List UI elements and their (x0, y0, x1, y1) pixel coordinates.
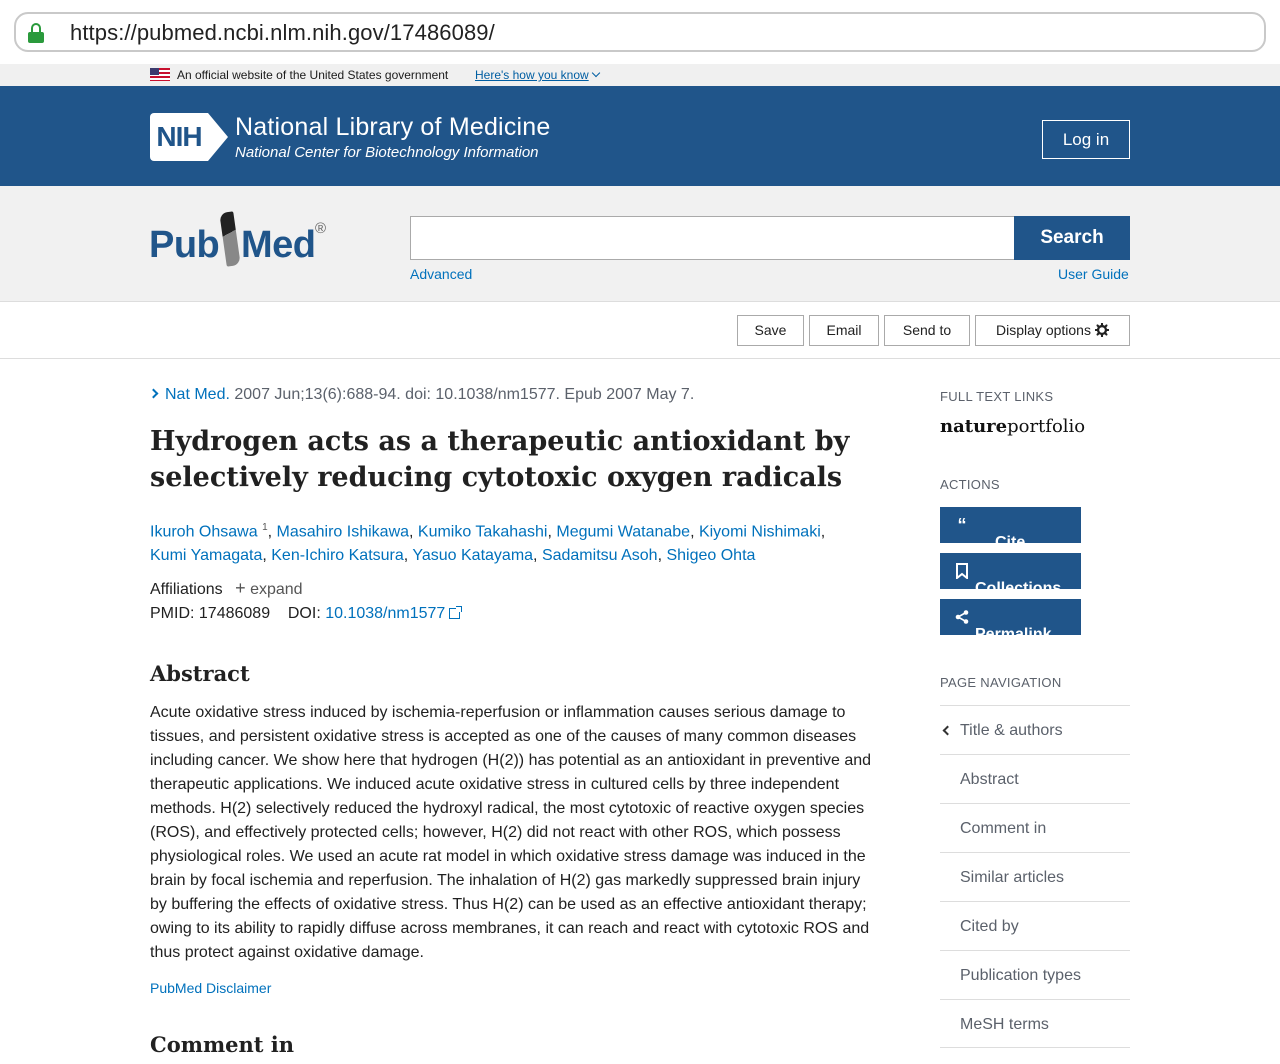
gov-banner (0, 64, 1280, 86)
gear-icon (1095, 318, 1109, 332)
author-link[interactable]: Ken-Ichiro Katsura (271, 547, 404, 565)
author-link[interactable]: Sadamitsu Asoh (541, 547, 658, 565)
author-list: Ikuroh Ohsawa $^1$, Masahiro Ishikawa, Kumiko Takahashi, Megumi Watanabe, Kiyomi Nishimaki, Kumi Yamagata, Ken-Ichiro Katsura, Yasuo Katayama, Sadamitsu Asoh, Shigeo Ohta (150, 522, 826, 565)
save-button[interactable]: Save (737, 315, 804, 346)
journal-link[interactable]: Nat Med. (165, 386, 230, 403)
affiliations (150, 578, 303, 599)
chevron-down-icon (591, 69, 599, 77)
abstract-text: Acute oxidative stress induced by ischemia-reperfusion or inflammation causes serious damage to tissues, and persistent oxidative stress is accepted as one of the causes of many common diseases including cancer. We show here that hydrogen (H(2)) has potential as an antioxidant in preventive and therapeutic applications. We induced acute oxidative stress in cultured cells by three independent methods. H(2) selectively reduced the hydroxyl radical, the most cytotoxic of reactive oxygen species (ROS), and effectively protected cells; however, H(2) did not react with other ROS, which possess physiological roles. We used an acute rat model in which oxidative stress damage was induced in the brain by focal ischemia and reperfusion. The inhalation of H(2) gas markedly suppressed brain injury by buffering the effects of oxidative stress. Thus H(2) can be used as an effective antioxidant therapy; owing to its ability to rapidly diffuse across membranes, it can reach and react with cytotoxic ROS and thus protect against oxidative damage. (150, 704, 872, 961)
permalink-button[interactable]: Permalink (940, 599, 1081, 635)
author-link[interactable]: Yasuo Katayama (412, 547, 534, 565)
author-link[interactable]: Kumiko Takahashi (417, 523, 548, 541)
author-link[interactable]: Masahiro Ishikawa (276, 523, 410, 541)
author-link[interactable]: Megumi Watanabe (556, 523, 691, 541)
pubmed-logo[interactable]: Pub Med ® (149, 214, 339, 274)
actions-label: ACTIONS (940, 477, 1000, 492)
nlm-title[interactable]: National Library of Medicine (235, 113, 551, 141)
author-link[interactable]: Ikuroh Ohsawa (150, 523, 258, 541)
article-identifiers: PMID: 17486089 DOI: 10.1038/nm1577 (150, 605, 460, 623)
pubmed-disclaimer-link[interactable]: PubMed Disclaimer (150, 980, 272, 996)
full-text-links-label: FULL TEXT LINKS (940, 389, 1054, 404)
advanced-search-link[interactable]: Advanced (410, 266, 473, 282)
search-button[interactable]: Search (1014, 216, 1130, 260)
address-bar[interactable] (14, 12, 1266, 52)
email-button[interactable]: Email (809, 315, 879, 346)
external-link-icon (449, 608, 460, 619)
nav-publication-types[interactable]: Publication types (940, 950, 1130, 999)
citation-text: 2007 Jun;13(6):688-94. doi: 10.1038/nm1577. Epub 2007 May 7. (234, 386, 695, 403)
display-options-button[interactable]: Display options (975, 315, 1130, 346)
nav-abstract[interactable]: Abstract (940, 754, 1130, 803)
nav-mesh-terms[interactable]: MeSH terms (940, 999, 1130, 1048)
send-to-button[interactable]: Send to (884, 315, 970, 346)
search-input[interactable] (410, 216, 1015, 260)
gov-banner-text: An official website of the United States government (177, 68, 449, 82)
page-navigation (940, 705, 1130, 1048)
doi-link[interactable]: 10.1038/nm1577 (325, 605, 460, 622)
nav-comment-in[interactable]: Comment in (940, 803, 1130, 852)
author-link[interactable]: Kiyomi Nishimaki (698, 523, 821, 541)
expand-affiliations-button[interactable]: + expand (235, 578, 303, 598)
us-flag-icon (150, 68, 170, 81)
nlm-subtitle: National Center for Biotechnology Information (235, 144, 539, 161)
plus-icon: + (235, 578, 246, 598)
chevron-left-icon (943, 726, 953, 736)
quill-icon (219, 211, 240, 266)
search-area (0, 186, 1280, 302)
heres-how-you-know-link[interactable]: Here's how you know (475, 68, 599, 82)
quote-icon: “ (957, 515, 967, 535)
cite-button[interactable]: “ Cite (940, 507, 1081, 543)
pmid-value: 17486089 (198, 605, 271, 622)
login-button[interactable]: Log in (1042, 120, 1130, 159)
bookmark-icon (952, 553, 972, 591)
comment-in-heading: Comment in (150, 1032, 295, 1057)
article-toolbar (0, 302, 1280, 359)
nlm-header: NIH National Library of Medicine National Center for Biotechnology Information Log in (0, 86, 1280, 186)
share-icon (952, 599, 972, 636)
user-guide-link[interactable]: User Guide (1058, 266, 1129, 282)
collections-button[interactable]: Collections (940, 553, 1081, 589)
browser-bar (0, 0, 1280, 64)
affiliations-label: Affiliations (150, 581, 223, 598)
author-link[interactable]: Kumi Yamagata (150, 547, 263, 565)
journal-citation (150, 386, 694, 404)
url-text[interactable]: https://pubmed.ncbi.nlm.nih.gov/17486089/ (70, 20, 495, 45)
affiliation-number[interactable]: 1 (262, 522, 268, 533)
chevron-right-icon[interactable] (149, 389, 159, 399)
nature-portfolio-logo[interactable]: natureportfolio (940, 416, 1086, 437)
author-link[interactable]: Shigeo Ohta (666, 547, 756, 565)
page-navigation-label: PAGE NAVIGATION (940, 675, 1062, 690)
nav-title-authors[interactable]: Title & authors (940, 705, 1130, 754)
nav-similar-articles[interactable]: Similar articles (940, 852, 1130, 901)
article-title: Hydrogen acts as a therapeutic antioxidant by selectively reducing cytotoxic oxygen radicals (150, 426, 850, 493)
abstract-heading: Abstract (150, 661, 250, 686)
nav-cited-by[interactable]: Cited by (940, 901, 1130, 950)
lock-icon (28, 23, 44, 43)
